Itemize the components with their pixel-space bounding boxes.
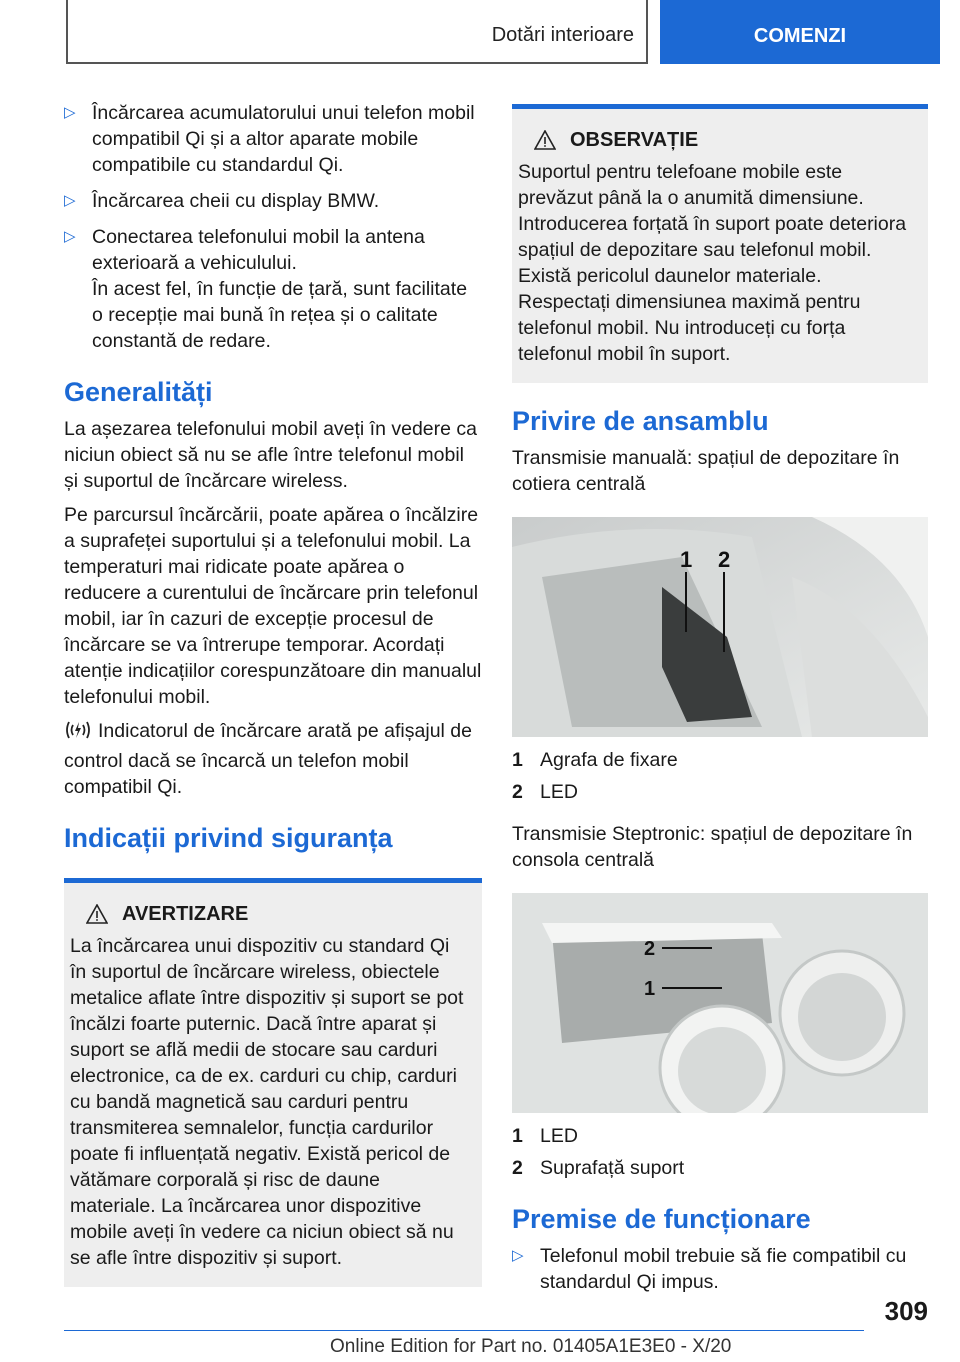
legend-text: LED	[540, 781, 578, 803]
left-column	[64, 100, 482, 1307]
right-column	[512, 100, 928, 1305]
list-item	[64, 188, 482, 214]
footer-divider	[64, 1330, 864, 1331]
legend-item	[512, 779, 928, 805]
triangle-bullet-icon: ▷	[512, 1247, 524, 1264]
console-storage-image	[512, 893, 928, 1113]
warning-icon	[86, 904, 108, 924]
section-tab	[66, 0, 648, 64]
note-text: Suportul pentru telefoane mobile este prevăzut până la o anumită dimensiune. Introducerea forțată în suport poate deteriora spațiul de depozitare sau telefonul mobil. Există pericolul daunelor materiale. Respectați dimensiunea maximă pentru telefonul mobil. Nu introduceți cu forța telefonul mobil în suport.	[518, 161, 907, 365]
warning-box	[64, 878, 482, 1287]
list-item	[64, 224, 482, 354]
list-item	[64, 100, 482, 178]
bullet-text: Telefonul mobil trebuie să fie compatibil cu standardul Qi impus.	[540, 1245, 907, 1293]
legend-text: Suprafață suport	[540, 1157, 685, 1179]
note-box	[512, 104, 928, 383]
triangle-bullet-icon: ▷	[64, 192, 76, 209]
legend-text: LED	[540, 1125, 578, 1147]
warning-icon	[534, 130, 556, 150]
chapter-tab	[660, 0, 940, 64]
bullet-text: Încărcarea acumulatorului unui telefon mobil compatibil Qi și a altor aparate mobile compatibile cu standardul Qi.	[92, 102, 475, 176]
legend-text: Agrafa de fixare	[540, 749, 678, 771]
legend-item	[512, 1123, 928, 1149]
bullet-text: Încărcarea cheii cu display BMW.	[92, 190, 380, 212]
legend-number: 2	[512, 1157, 523, 1179]
general-paragraph-2: Pe parcursul încărcării, poate apărea o încălzire a suprafeței suportului și a telefonului mobil. La temperaturi mai ridicate poate apărea o reducere a curentului de încărcare prin telefonul mobil, iar în cazuri de excepție procesul de încărcare se va întrerupe temporar. Acordați atenție indicațiilor corespunzătoare din manualul telefonului mobil.	[64, 504, 482, 708]
legend-item	[512, 1155, 928, 1181]
list-item	[512, 1243, 928, 1295]
wireless-charging-icon	[64, 719, 94, 748]
chapter-title: COMENZI	[753, 24, 847, 47]
triangle-bullet-icon: ▷	[64, 104, 76, 121]
manual-caption: Transmisie manuală: spațiul de depozitare în cotiera centrală	[512, 447, 900, 495]
charging-indicator-line	[64, 718, 482, 800]
safety-heading: Indicații privind siguranța	[64, 823, 393, 853]
bullet-text: Conectarea telefonului mobil la antena exterioară a vehiculului.	[92, 226, 425, 274]
page-header	[0, 0, 960, 66]
legend-number: 2	[512, 781, 523, 803]
warning-text: La încărcarea unui dispozitiv cu standard Qi în suportul de încărcare wireless, obiectele metalice aflate între dispozitiv și suport se pot încălzi foarte puternic. Dacă între aparat și suport se află medii de stocare sau carduri electronice, ca de ex. carduri cu chip, carduri cu bandă magnetică sau carduri pentru transmiterea semnalelor, funcția cardurilor poate fi influențată negativ. Există pericol de vătămare corporală și risc de daune materiale. La încărcarea unor dispozitive mobile aveți în vedere ca niciun obiect să nu se afle între dispozitiv și suport.	[70, 935, 464, 1269]
overview-heading: Privire de ansamblu	[512, 406, 769, 436]
photo-callout: 2	[718, 547, 731, 572]
legend-item	[512, 747, 928, 773]
prereq-heading: Premise de funcționare	[512, 1204, 811, 1234]
general-paragraph-1: La așezarea telefonului mobil aveți în vedere ca niciun obiect să nu se afle între telefonul mobil și suportul de încărcare wireless.	[64, 418, 478, 492]
photo-callout: 1	[680, 547, 693, 572]
warning-title: AVERTIZARE	[122, 903, 249, 925]
charging-indicator-text: Indicatorul de încărcare arată pe afișajul de control dacă se încarcă un telefon mobil compatibil Qi.	[64, 720, 472, 798]
triangle-bullet-icon: ▷	[64, 228, 76, 245]
general-heading: Generalități	[64, 377, 213, 407]
footer-edition: Online Edition for Part no. 01405A1E3E0 - X/20	[330, 1336, 732, 1357]
steptronic-caption: Transmisie Steptronic: spațiul de depozitare în consola centrală	[512, 823, 913, 871]
armrest-storage-image	[512, 517, 928, 737]
photo-callout: 2	[644, 938, 656, 960]
page-number: 309	[884, 1296, 928, 1326]
note-title: OBSERVAȚIE	[570, 129, 699, 151]
legend-number: 1	[512, 749, 523, 771]
bullet-subtext: În acest fel, în funcție de țară, sunt facilitate o recepție mai bună în rețea și o calitate constantă de redare.	[92, 278, 468, 352]
legend-number: 1	[512, 1125, 523, 1147]
photo-callout: 1	[644, 978, 656, 1000]
section-title: Dotări interioare	[491, 23, 634, 46]
